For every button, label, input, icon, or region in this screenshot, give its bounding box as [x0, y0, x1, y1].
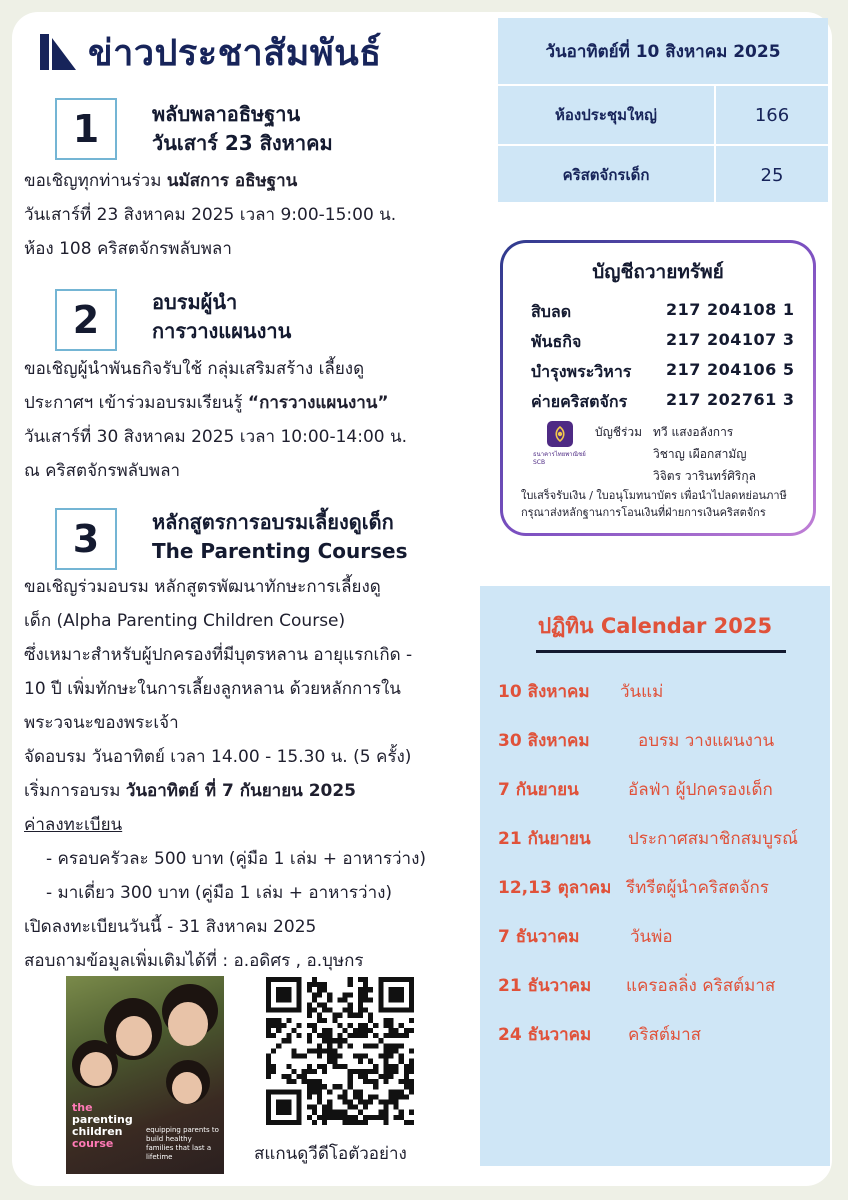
section-2-body — [24, 352, 407, 488]
calendar-date: 21 กันยายน — [498, 829, 591, 849]
section-2-line: ขอเชิญผู้นำพันธกิจรับใช้ กลุ่มเสริมสร้าง เลี้ยงดู — [24, 359, 365, 379]
section-3-line: ขอเชิญร่วมอบรม หลักสูตรพัฒนาทักษะการเลี้ยงดู — [24, 577, 381, 597]
account-number: 217 204108 1 — [666, 300, 795, 319]
attendance-label: ห้องประชุมใหญ่ — [498, 86, 716, 144]
calendar-event: รีทรีตผู้นำคริสตจักร — [626, 878, 769, 898]
section-3-line: จัดอบรม วันอาทิตย์ เวลา 14.00 - 15.30 น. (5 ครั้ง) — [24, 747, 412, 767]
attendance-table — [498, 18, 828, 202]
calendar-title: ปฏิทิน Calendar 2025 — [537, 614, 773, 638]
attendance-row — [498, 84, 828, 144]
calendar-event: อบรม วางแผนงาน — [638, 731, 775, 751]
page-title: ข่าวประชาสัมพันธ์ — [88, 33, 382, 74]
text: ประกาศฯ เข้าร่วมอบรมเรียนรู้ — [24, 393, 248, 413]
course-logo-line: children — [72, 1125, 123, 1138]
bold-text: “การวางแผนงาน” — [247, 393, 389, 413]
calendar-event: คริสต์มาส — [628, 1025, 702, 1045]
joint-account-holder: วิชาญ เผือกสามัญ — [653, 447, 747, 461]
section-2-title-line2: การวางแผนงาน — [152, 319, 292, 343]
section-3-line: 10 ปี เพิ่มทักษะในการเลี้ยงลูกหลาน ด้วยหลักการใน — [24, 679, 401, 699]
fee-heading: ค่าลงทะเบียน — [24, 815, 123, 835]
qr-caption: สแกนดูวีดีโอตัวอย่าง — [254, 1144, 407, 1164]
bold-text: นมัสการ อธิษฐาน — [166, 171, 298, 191]
fee-item: - มาเดี่ยว 300 บาท (คู่มือ 1 เล่ม + อาหารว่าง) — [46, 883, 393, 903]
joint-account-label: บัญชีร่วม — [595, 425, 643, 439]
bank-label-th: ธนาคารไทยพาณิชย์ — [533, 451, 586, 458]
section-1-line: วันเสาร์ที่ 23 สิงหาคม 2025 เวลา 9:00-15:00 น. — [24, 205, 397, 225]
joint-account-holder: วิจิตร วารินทร์ศิริกุล — [653, 469, 756, 483]
section-3-body — [24, 570, 426, 978]
section-2-line: วันเสาร์ที่ 30 สิงหาคม 2025 เวลา 10:00-14:00 น. — [24, 427, 408, 447]
section-number-2: 2 — [55, 289, 117, 351]
bank-label — [533, 451, 586, 467]
calendar-date: 7 ธันวาคม — [498, 927, 580, 947]
scb-bank-icon — [547, 421, 573, 447]
calendar-event: วันพ่อ — [630, 927, 673, 947]
course-logo-line: the — [72, 1101, 93, 1114]
account-number: 217 204107 3 — [666, 330, 795, 349]
photo-figure — [172, 1072, 202, 1104]
attendance-row — [498, 144, 828, 204]
attendance-value: 25 — [760, 164, 784, 186]
section-3-line: ซึ่งเหมาะสำหรับผู้ปกครองที่มีบุตรหลาน อายุแรกเกิด - — [24, 645, 413, 665]
joint-account-holder: ทวี แสงอลังการ — [653, 425, 734, 439]
section-number-1: 1 — [55, 98, 117, 160]
contact-info: สอบถามข้อมูลเพิ่มเติมได้ที่ : อ.อดิศร , อ.บุษกร — [24, 951, 364, 971]
calendar-date: 30 สิงหาคม — [498, 731, 590, 751]
section-3-title — [152, 508, 408, 566]
calendar-event: อัลฟ่า ผู้ปกครองเด็ก — [628, 780, 773, 800]
attendance-label: คริสตจักรเด็ก — [498, 146, 716, 204]
scb-emblem-icon — [551, 425, 569, 443]
section-1-title — [152, 100, 333, 158]
section-2-title-line1: อบรมผู้นำ — [152, 290, 238, 314]
photo-figure — [80, 1052, 112, 1086]
section-1-title-line1: พลับพลาอธิษฐาน — [152, 102, 301, 126]
text: เริ่มการอบรม — [24, 781, 126, 801]
section-2-line — [24, 386, 407, 420]
section-1-line: ห้อง 108 คริสตจักรพลับพลา — [24, 239, 232, 259]
offering-title: บัญชีถวายทรัพย์ — [592, 261, 724, 283]
course-logo-line: course — [72, 1137, 114, 1150]
section-3-title-line1: หลักสูตรการอบรมเลี้ยงดูเด็ก — [152, 510, 394, 534]
church-logo-icon — [38, 32, 78, 72]
bank-label-en: SCB — [533, 459, 546, 466]
calendar-panel — [480, 586, 830, 1166]
photo-figure — [168, 1002, 208, 1046]
calendar-date: 7 กันยายน — [498, 780, 579, 800]
offering-note-line: ใบเสร็จรับเงิน / ใบอนุโมทนาบัตร เพื่อนำไปลดหย่อนภาษี — [521, 489, 787, 502]
account-number: 217 204106 5 — [666, 360, 795, 379]
registration-period: เปิดลงทะเบียนวันนี้ - 31 สิงหาคม 2025 — [24, 917, 317, 937]
section-3-line: พระวจนะของพระเจ้า — [24, 713, 179, 733]
section-2-title — [152, 288, 291, 346]
section-2-line: ณ คริสตจักรพลับพลา — [24, 461, 181, 481]
calendar-date: 10 สิงหาคม — [498, 682, 590, 702]
offering-note-line: กรุณาส่งหลักฐานการโอนเงินที่ฝ่ายการเงินคริสตจักร — [521, 506, 766, 519]
fee-item: - ครอบครัวละ 500 บาท (คู่มือ 1 เล่ม + อาหารว่าง) — [46, 849, 427, 869]
calendar-event: แครอลลิ่ง คริสต์มาส — [626, 976, 776, 996]
account-number: 217 202761 3 — [666, 390, 795, 409]
section-1-body — [24, 164, 396, 266]
parenting-course-photo — [66, 976, 224, 1174]
attendance-value: 166 — [754, 104, 790, 126]
offering-box — [500, 240, 816, 536]
course-logo-line: parenting — [72, 1113, 133, 1126]
section-number-3: 3 — [55, 508, 117, 570]
calendar-date: 21 ธันวาคม — [498, 976, 592, 996]
section-3-title-line2: The Parenting Courses — [152, 539, 408, 563]
account-name: บำรุงพระวิหาร — [531, 362, 632, 381]
section-1-line — [24, 164, 396, 198]
offering-note — [521, 487, 811, 521]
account-name: พันธกิจ — [531, 332, 582, 351]
section-1-title-line2: วันเสาร์ 23 สิงหาคม — [152, 131, 333, 155]
attendance-date: วันอาทิตย์ที่ 10 สิงหาคม 2025 — [545, 41, 781, 62]
section-3-line — [24, 774, 426, 808]
text: ขอเชิญทุกท่านร่วม — [24, 171, 167, 191]
calendar-date: 24 ธันวาคม — [498, 1025, 592, 1045]
bold-text: วันอาทิตย์ ที่ 7 กันยายน 2025 — [125, 781, 357, 801]
account-name: ค่ายคริสตจักร — [531, 392, 628, 411]
calendar-date: 12,13 ตุลาคม — [498, 878, 612, 898]
section-3-line: เด็ก (Alpha Parenting Children Course) — [24, 611, 346, 631]
qr-code[interactable] — [266, 977, 414, 1125]
course-tagline: equipping parents to build healthy families that last a lifetime — [146, 1126, 219, 1161]
photo-figure — [116, 1016, 152, 1056]
account-name: สิบลด — [531, 302, 572, 321]
calendar-title-underline — [536, 650, 786, 653]
calendar-event: วันแม่ — [620, 682, 664, 702]
calendar-event: ประกาศสมาชิกสมบูรณ์ — [628, 829, 798, 849]
